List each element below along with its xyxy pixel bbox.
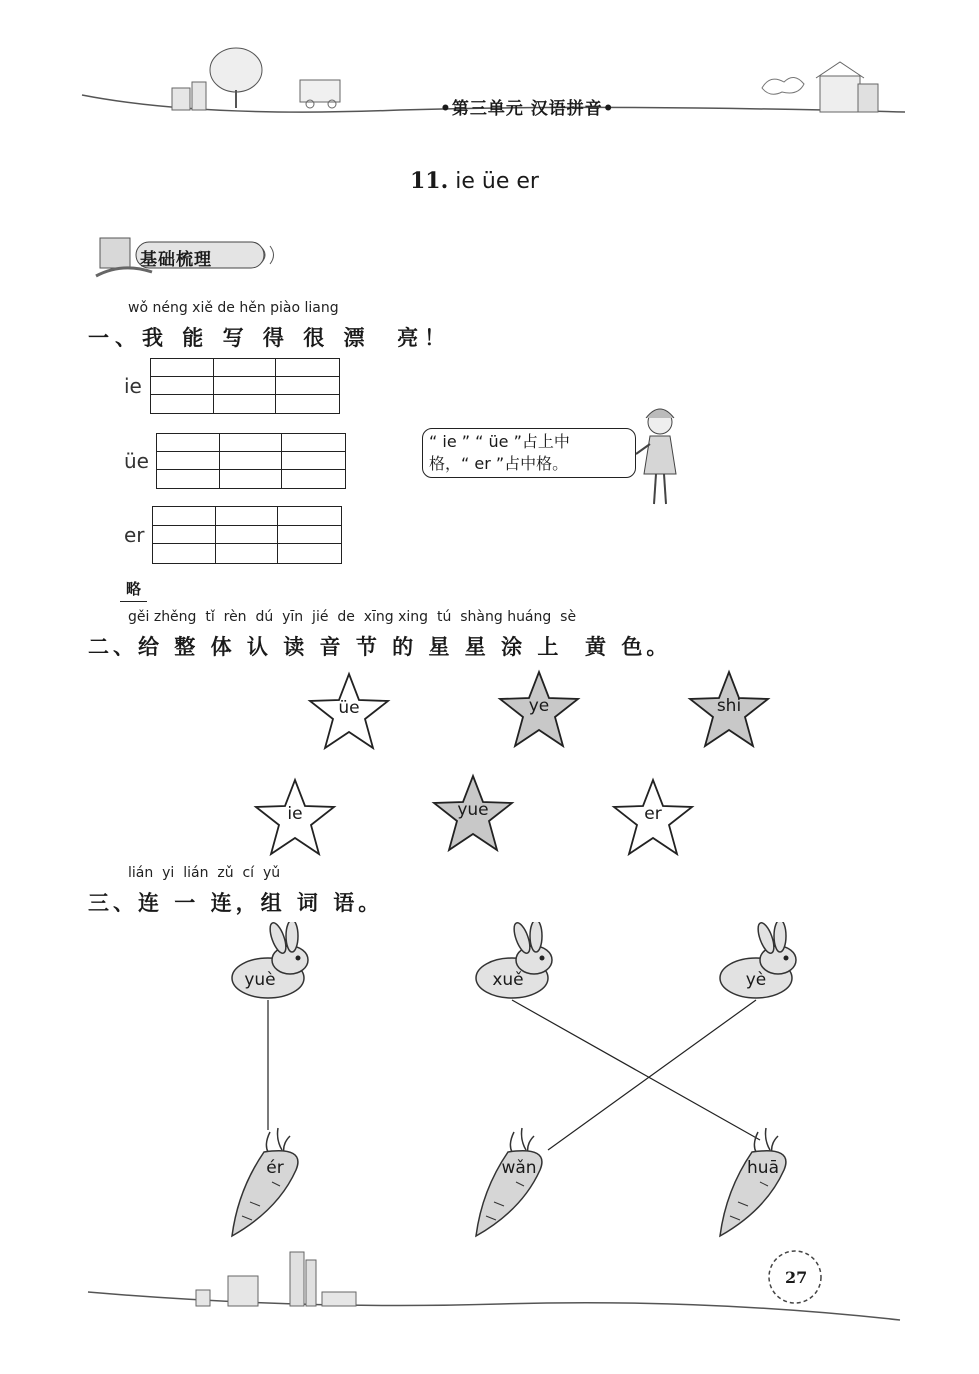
star-2-label: ye xyxy=(528,696,550,716)
rabbit-1-icon xyxy=(224,922,316,1004)
carrot-1-label: ér xyxy=(266,1158,284,1178)
page-number: 27 xyxy=(785,1268,808,1287)
tip-line-1: “ ie ” “ üe ”占上中 xyxy=(429,432,570,451)
carrot-3[interactable] xyxy=(708,1124,808,1244)
letter-ue: üe xyxy=(124,449,149,473)
star-3-label: shi xyxy=(716,696,742,716)
carrot-3-label: huā xyxy=(747,1158,779,1178)
lesson-name: ie üe er xyxy=(448,169,539,194)
tip-line-2: 格，“ er ”占中格。 xyxy=(429,454,569,473)
task1-pinyin: wǒ néng xiě de hěn piào liang xyxy=(128,300,339,316)
star-1-label: üe xyxy=(338,698,360,718)
carrot-2[interactable] xyxy=(464,1124,564,1244)
star-4-label: ie xyxy=(287,804,303,824)
rabbit-1-label: yuè xyxy=(244,970,276,990)
rabbit-2[interactable] xyxy=(468,922,560,1004)
answer-omitted: 略 xyxy=(120,578,147,602)
star-6-label: er xyxy=(644,804,662,824)
footer-decoration xyxy=(0,1240,979,1350)
task3-title: 三、连 一 连，组 词 语。 xyxy=(88,891,384,915)
rabbit-3-label: yè xyxy=(745,970,767,990)
task3-pinyin: lián yi lián zǔ cí yǔ xyxy=(128,865,281,881)
letter-er: er xyxy=(124,523,145,547)
star-5-label: yue xyxy=(457,800,489,820)
rabbit-1[interactable] xyxy=(224,922,316,1004)
section-banner-label: 基础梳理 xyxy=(140,250,212,270)
letter-ie: ie xyxy=(124,374,142,398)
unit-title: •第三单元 汉语拼音• xyxy=(440,99,615,119)
line-xue-hua xyxy=(512,1000,760,1140)
lesson-number: 11. xyxy=(410,168,449,194)
task1-title: 一、我 能 写 得 很 漂 亮！ xyxy=(88,326,452,350)
carrot-1[interactable] xyxy=(220,1124,320,1244)
rabbit-3[interactable] xyxy=(712,922,804,1004)
task2-title: 二、给 整 体 认 读 音 节 的 星 星 涂 上 黄 色。 xyxy=(88,635,672,659)
carrot-2-icon xyxy=(464,1124,564,1244)
task2-pinyin: gěi zhěng tǐ rèn dú yīn jié de xīng xing tú shàng huáng sè xyxy=(128,609,577,625)
rabbit-2-icon xyxy=(468,922,560,1004)
carrot-2-label: wǎn xyxy=(501,1158,537,1178)
carrot-3-icon xyxy=(708,1124,808,1244)
carrot-1-icon xyxy=(220,1124,320,1244)
rabbit-3-icon xyxy=(712,922,804,1004)
rabbit-2-label: xuě xyxy=(492,970,524,990)
